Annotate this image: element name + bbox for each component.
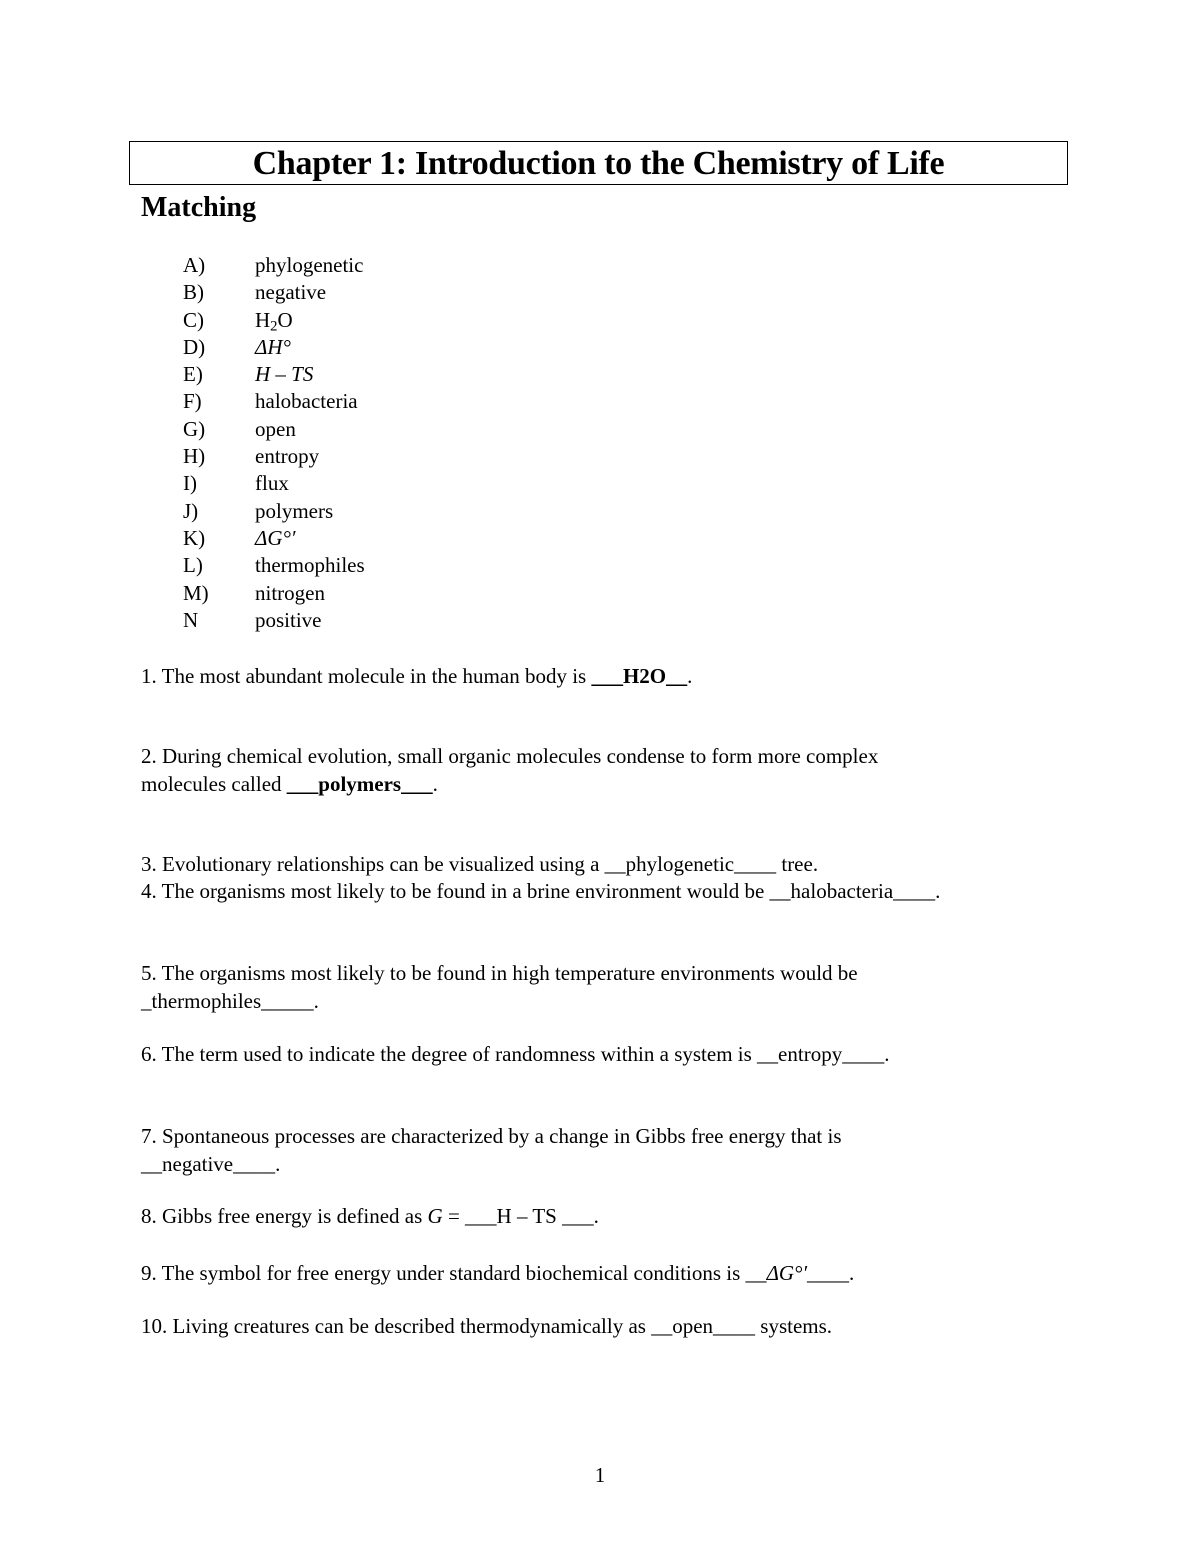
question-text: 8. Gibbs free energy is defined as [141,1204,428,1228]
item-term: ΔG°′ [255,525,296,550]
list-item [183,388,365,415]
item-term-water [255,307,293,334]
item-letter: N [183,607,199,632]
item-term: flux [255,471,289,496]
question-variable: G [427,1204,443,1228]
item-term: halobacteria [255,389,358,414]
question-text: 9. The symbol for free energy under standard biochemical conditions is __ [141,1261,767,1285]
list-item [183,307,365,334]
list-item [183,361,365,388]
question-answer: _thermophiles_____. [141,989,319,1013]
item-term: polymers [255,498,334,523]
question-5 [141,959,858,1015]
item-letter: H) [183,444,206,469]
item-letter: A) [183,253,206,277]
item-term: ΔH° [255,334,291,359]
item-letter: K) [183,525,206,550]
question-text: 2. During chemical evolution, small organic molecules condense to form more complex [141,744,879,768]
question-10: 10. Living creatures can be described thermodynamically as __open____ systems. [141,1314,833,1338]
question-4: 4. The organisms most likely to be found in a brine environment would be __halobacteria____. [141,879,941,903]
question-answer: __negative____. [141,1152,281,1176]
item-term: phylogenetic [255,253,364,277]
term-subscript: 2 [270,318,278,335]
question-6: 6. The term used to indicate the degree of randomness within a system is __entropy____. [141,1042,890,1066]
question-9 [141,1259,854,1287]
item-letter: L) [183,553,203,578]
question-text: 1. The most abundant molecule in the human body is [141,664,592,688]
item-term: positive [255,607,322,632]
question-end: . [432,772,438,796]
question-8 [141,1202,599,1230]
matching-heading: Matching [141,192,257,223]
page-number: 1 [594,1463,606,1487]
list-item [183,607,365,634]
question-end: . [687,664,693,688]
list-item [183,552,365,579]
list-item [183,580,365,607]
term-end: O [277,307,293,332]
question-end: ____. [807,1261,855,1285]
question-symbol: ΔG°′ [766,1261,808,1285]
question-7 [141,1122,842,1178]
question-1 [141,662,692,690]
list-item [183,279,365,306]
question-text: 7. Spontaneous processes are characterized by a change in Gibbs free energy that is [141,1124,842,1148]
item-term: H – TS [255,362,314,387]
item-letter: E) [183,362,203,387]
list-item [183,443,365,470]
list-item [183,252,365,279]
question-text: molecules called [141,772,287,796]
chapter-title-box [129,141,1068,185]
item-term: thermophiles [255,553,365,578]
matching-list [183,252,365,634]
chapter-title: Chapter 1: Introduction to the Chemistry of Life [252,145,945,182]
question-answer: = ___H – TS ___. [442,1204,599,1228]
term-main: H [255,307,271,332]
item-letter: M) [183,580,209,605]
question-line-2 [141,770,878,798]
item-term: nitrogen [255,580,325,605]
item-term: open [255,416,296,441]
item-term: entropy [255,444,320,469]
item-letter: G) [183,416,206,441]
list-item [183,334,365,361]
item-term: negative [255,280,327,305]
question-text: 5. The organisms most likely to be found in high temperature environments would be [141,961,858,985]
question-answer: ___polymers___ [286,772,433,796]
question-answer: ___H2O__ [591,664,688,688]
item-letter: C) [183,307,204,332]
list-item [183,416,365,443]
item-letter: D) [183,334,206,359]
item-letter: I) [183,471,197,496]
list-item [183,470,365,497]
item-letter: F) [183,389,202,414]
question-3: 3. Evolutionary relationships can be visualized using a __phylogenetic____ tree. [141,852,819,876]
item-letter: J) [183,498,199,523]
list-item [183,525,365,552]
question-2 [141,742,878,798]
list-item [183,498,365,525]
item-letter: B) [183,280,204,305]
